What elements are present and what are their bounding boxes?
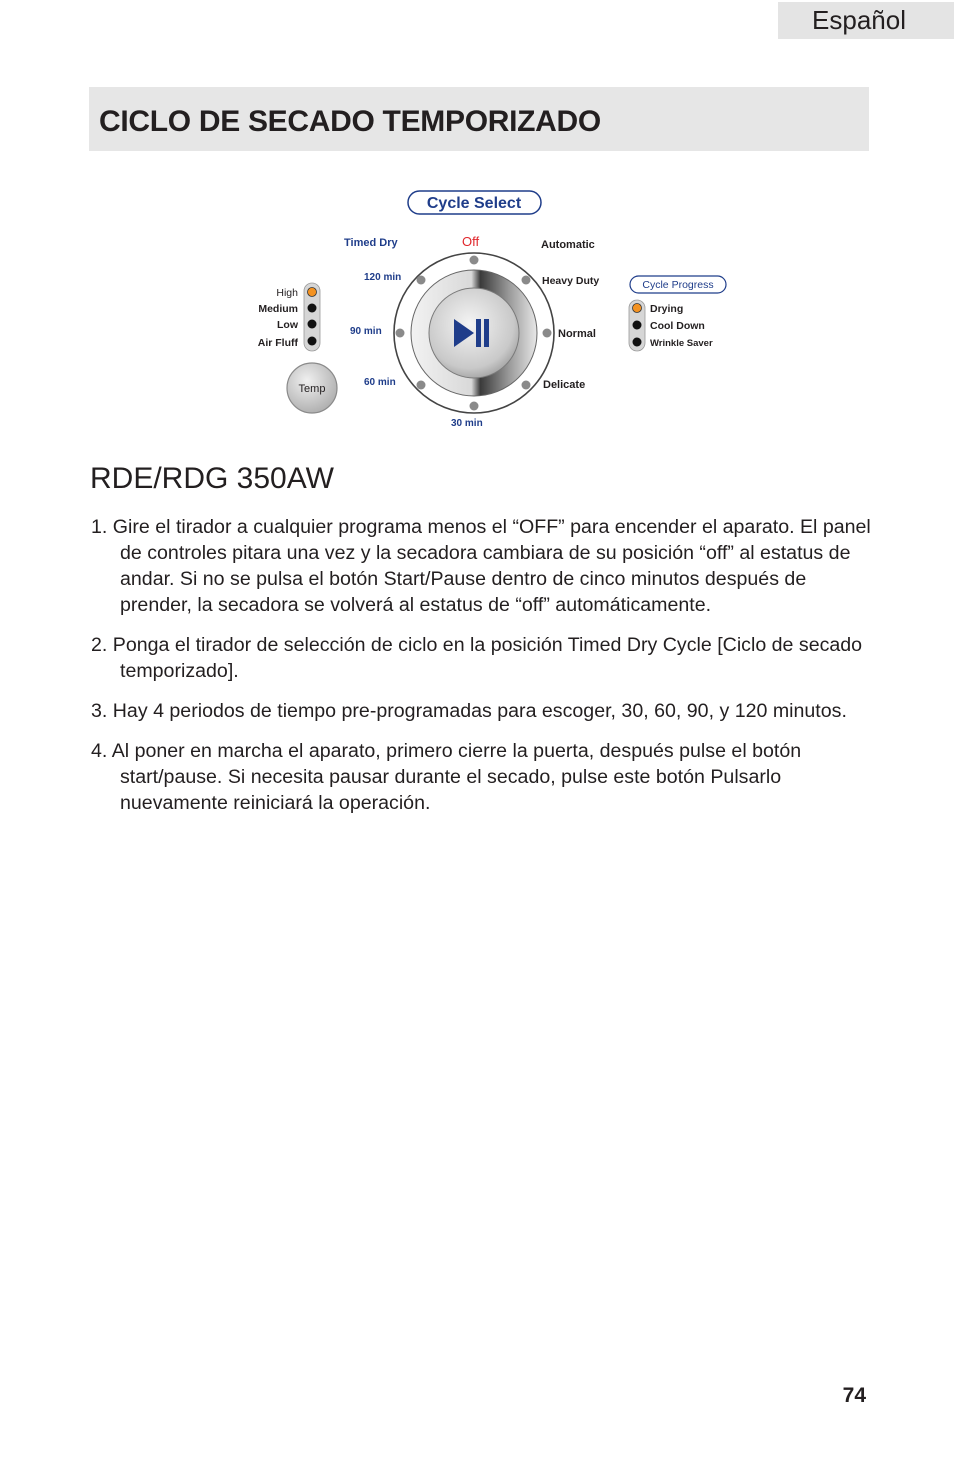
cycle-select-label: Cycle Select xyxy=(426,195,522,212)
knob-label-automatic: Automatic xyxy=(541,239,595,251)
page-number: 74 xyxy=(842,1384,866,1407)
knob-label-off: Off xyxy=(462,234,480,249)
progress-step-label: Cool Down xyxy=(650,320,705,332)
progress-indicator-drying xyxy=(633,304,642,313)
section-title: CICLO DE SECADO TEMPORIZADO xyxy=(99,105,601,138)
progress-step-label: Wrinkle Saver xyxy=(650,338,713,349)
knob-label-normal: Normal xyxy=(558,328,596,340)
temp-level-label: Low xyxy=(277,319,298,331)
control-panel-svg xyxy=(240,182,740,442)
control-panel-illustration xyxy=(240,182,740,442)
progress-indicator-wrinkle-saver xyxy=(633,338,642,347)
temp-indicator-high xyxy=(308,288,317,297)
temp-button[interactable] xyxy=(287,363,337,413)
instruction-step: 4. Al poner en marcha el aparato, primero cierre la puerta, después pulse el botón start/pause. Si necesita pausar durante el secado, pulse este botón Pulsarlo nuevamente reiniciará la operación. xyxy=(91,740,802,814)
cycle-progress-group xyxy=(629,276,726,351)
model-title: RDE/RDG 350AW xyxy=(90,462,334,495)
temp-level-label: High xyxy=(276,287,298,299)
instruction-step: 2. Ponga el tirador de selección de ciclo en la posición Timed Dry Cycle [Ciclo de secado temporizado]. xyxy=(91,634,863,682)
temp-indicator-low xyxy=(308,320,317,329)
knob-label-delicate: Delicate xyxy=(543,379,586,391)
cycle-progress-label: Cycle Progress xyxy=(642,279,714,291)
temp-indicator-medium xyxy=(308,304,317,313)
instruction-step: 1. Gire el tirador a cualquier programa menos el “OFF” para encender el aparato. El panel de controles pitara una vez y la secadora cambiara de su posición “off” al estatus de andar. Si no se pulsa el botón Start/Pause dentro de cinco minutos después de prender, la secadora se volverá al estatus de “off” automáticamente. xyxy=(91,516,871,616)
cycle-select-label-group xyxy=(408,191,541,214)
temp-level-label: Medium xyxy=(258,303,298,315)
knob-label-heavy-duty: Heavy Duty xyxy=(542,275,600,287)
temp-level-label: Air Fluff xyxy=(257,337,298,349)
progress-indicator-cool-down xyxy=(633,321,642,330)
knob-label-90-min: 90 min xyxy=(350,326,382,337)
knob-label-60-min: 60 min xyxy=(364,377,396,388)
section-header xyxy=(89,87,869,151)
knob-label-30-min: 30 min xyxy=(451,418,483,429)
progress-step-label: Drying xyxy=(650,303,684,315)
instruction-step: 3. Hay 4 periodos de tiempo pre-programadas para escoger, 30, 60, 90, y 120 minutos. xyxy=(91,700,847,722)
temp-indicator-group xyxy=(258,283,320,351)
temp-indicator-air-fluff xyxy=(308,337,317,346)
knob-label-timed-dry: Timed Dry xyxy=(344,237,398,249)
language-tab: Español xyxy=(778,2,954,39)
cycle-knob[interactable] xyxy=(394,253,554,413)
temp-button-label: Temp xyxy=(298,383,326,395)
knob-label-120-min: 120 min xyxy=(364,272,402,283)
instruction-list xyxy=(91,514,881,830)
